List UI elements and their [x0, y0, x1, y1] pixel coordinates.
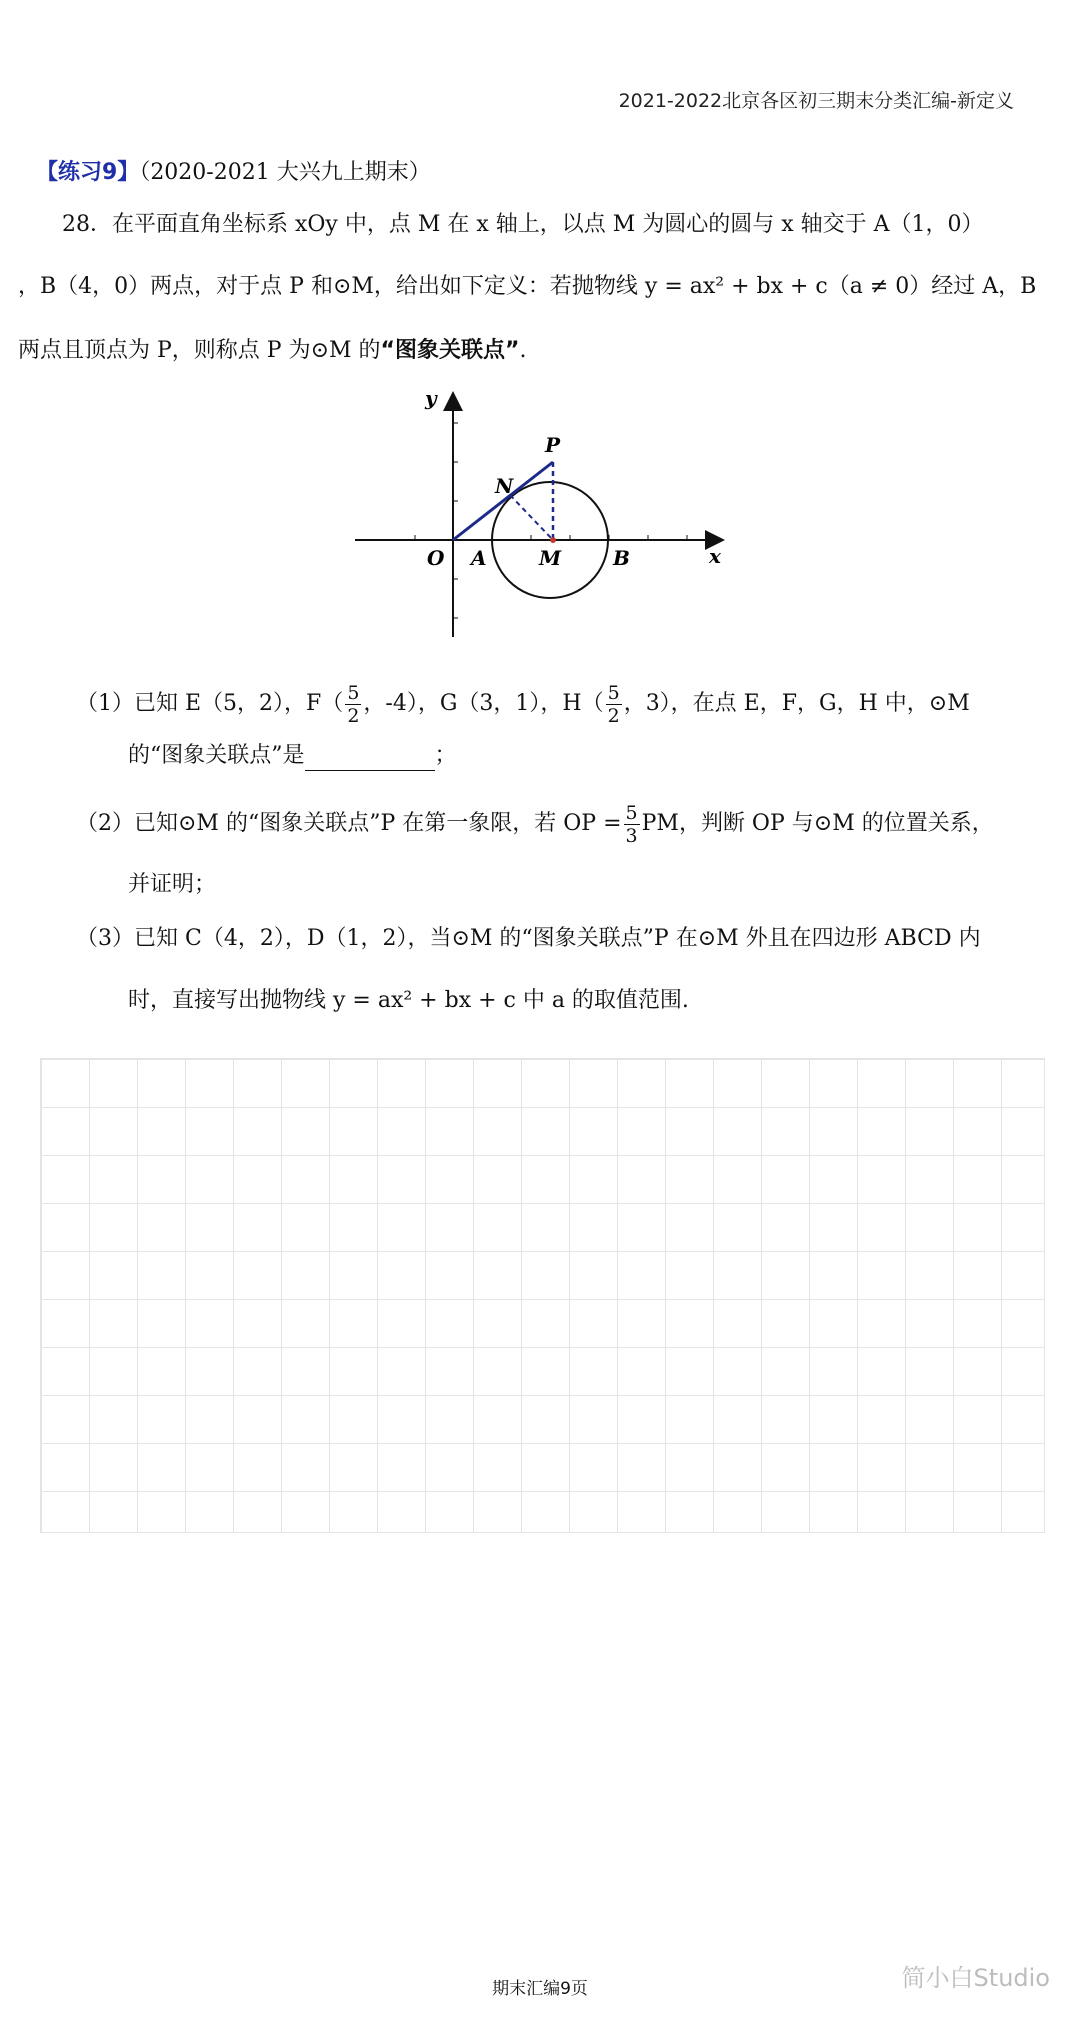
- q2-frac-num: 5: [625, 801, 638, 824]
- label-x: x: [709, 544, 721, 568]
- label-p: P: [545, 433, 561, 457]
- q1-frac1-den: 2: [347, 704, 360, 727]
- q1-frac1-num: 5: [347, 681, 360, 704]
- label-m: M: [539, 546, 562, 570]
- label-o: O: [427, 546, 445, 570]
- center-m-dot: [550, 537, 556, 543]
- problem-line-1: [62, 210, 984, 240]
- label-a: A: [471, 546, 487, 570]
- page-footer: 期末汇编9页: [492, 1979, 588, 1999]
- problem-text-2: ，B（4，0）两点，对于点 P 和⊙M，给出如下定义：若抛物线 y = ax² + bx + c（a ≠ 0）经过 A，B: [18, 274, 1037, 299]
- q1-fraction-2: [606, 682, 622, 727]
- label-b: B: [613, 546, 630, 570]
- question-3-line-2: 时，直接写出抛物线 y = ax² + bx + c 中 a 的取值范围.: [128, 988, 689, 1013]
- q2-text-a: （2）已知⊙M 的“图象关联点”P 在第一象限，若 OP =: [76, 811, 622, 836]
- answer-grid: [40, 1058, 1045, 1533]
- question-1-line-1: [76, 674, 970, 734]
- q2-frac-den: 3: [625, 824, 638, 847]
- label-n: N: [495, 474, 514, 498]
- problem-text-3-end: .: [519, 338, 527, 363]
- question-2-line-2: 并证明；: [128, 872, 217, 897]
- question-3-line-1: （3）已知 C（4，2），D（1，2），当⊙M 的“图象关联点”P 在⊙M 外且在四边形 ABCD 内: [76, 926, 981, 951]
- q1-answer-blank[interactable]: [305, 750, 435, 771]
- q1-frac2-num: 5: [607, 681, 620, 704]
- q1-text-a: （1）已知 E（5，2），F（: [76, 691, 344, 716]
- problem-number: 28．: [62, 212, 112, 237]
- q1-text-d: 的“图象关联点”是: [128, 743, 305, 768]
- q1-text-c: ，3），在点 E，F，G，H 中，⊙M: [623, 691, 970, 716]
- q1-text-b: ，-4），G（3，1），H（: [363, 691, 604, 716]
- exercise-source: （2020-2021 大兴九上期末）: [139, 160, 431, 185]
- q1-frac2-den: 2: [607, 704, 620, 727]
- label-y: y: [425, 386, 437, 410]
- question-1-line-2: [128, 741, 457, 771]
- q1-text-e: ；: [434, 743, 457, 768]
- problem-line-2: [18, 272, 1036, 302]
- problem-text-1: 在平面直角坐标系 xOy 中，点 M 在 x 轴上，以点 M 为圆心的圆与 x 轴交于 A（1，0）: [112, 212, 984, 237]
- q1-fraction-1: [345, 682, 361, 727]
- definition-term: “图象关联点”: [380, 338, 520, 363]
- page-header: 2021-2022北京各区初三期末分类汇编-新定义: [618, 90, 1014, 112]
- exercise-heading: [36, 158, 431, 188]
- coordinate-figure: [345, 385, 735, 645]
- q2-text-b: PM，判断 OP 与⊙M 的位置关系，: [641, 811, 994, 836]
- q2-fraction: [624, 802, 640, 847]
- problem-text-3: 两点且顶点为 P，则称点 P 为⊙M 的: [18, 338, 381, 363]
- line-nm: [510, 495, 553, 540]
- watermark: 简小白Studio: [901, 1964, 1050, 1992]
- question-2-line-1: [76, 794, 994, 854]
- problem-line-3: [18, 336, 526, 366]
- exercise-tag: 【练习9】: [36, 160, 140, 185]
